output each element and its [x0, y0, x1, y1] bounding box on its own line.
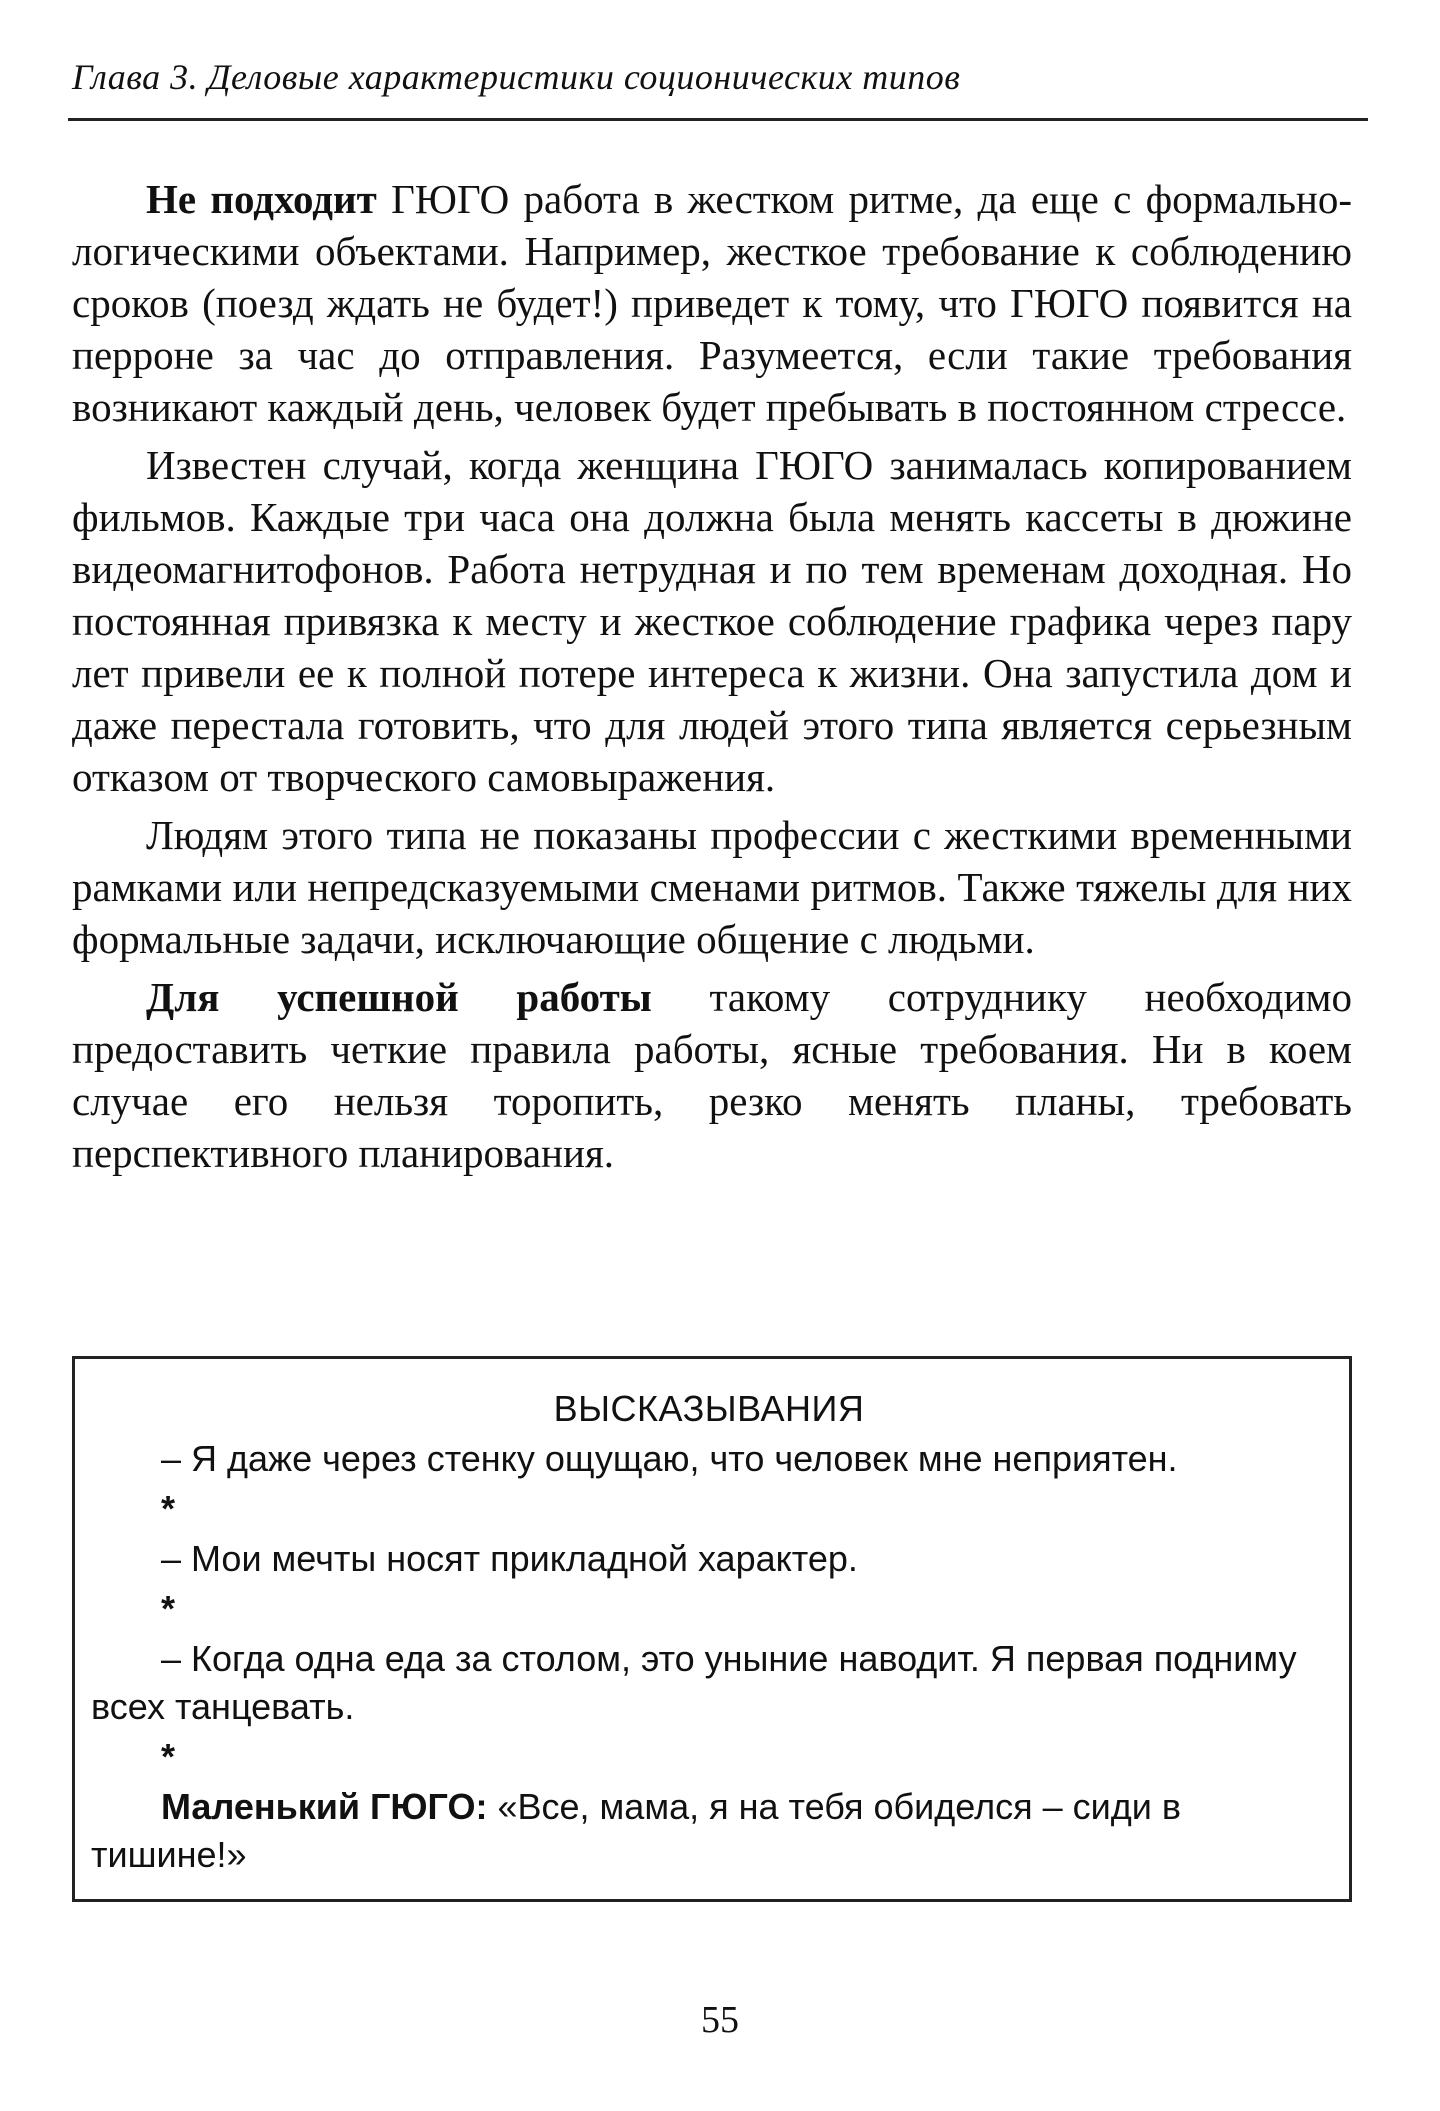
paragraph-4-lead: Для успешной работы	[146, 974, 652, 1020]
quote-2: – Мои мечты носят прикладной характер.	[161, 1538, 858, 1579]
body-text	[72, 173, 1352, 1179]
page-number: 55	[701, 1999, 739, 2041]
quote-4	[91, 1783, 1327, 1879]
paragraph-4-text: такому сотруднику необходимо предоставить четкие правила работы, ясные требования. Ни в коем случае его нельзя торопить, резко менять планы, требовать перспективного планирования.	[72, 974, 1352, 1176]
paragraph-2	[72, 439, 1352, 803]
quotes-box	[72, 1356, 1352, 1902]
paragraph-4	[72, 971, 1352, 1179]
quote-separator: *	[161, 1488, 176, 1529]
quote-4-lead: Маленький ГЮГО:	[161, 1786, 488, 1827]
quote-separator: *	[161, 1588, 176, 1629]
paragraph-3-text: Людям этого типа не показаны профессии с жесткими временными рамками или непредсказуемыми сменами ритмов. Также тяжелы для них формальные задачи, исключающие общение с людьми.	[72, 812, 1352, 962]
paragraph-1-text: ГЮГО работа в жестком ритме, да еще с формально-логическими объектами. Например, жесткое требование к соблюдению сроков (поезд ждать не будет!) приведет к тому, что ГЮГО появится на перроне за час до отправления. Разумеется, если такие требования возникают каждый день, человек будет пребывать в постоянном стрессе.	[72, 176, 1352, 430]
paragraph-3	[72, 809, 1352, 965]
header-divider	[68, 118, 1368, 121]
quote-separator: *	[161, 1736, 176, 1777]
quotes-title: ВЫСКАЗЫВАНИЯ	[553, 1388, 865, 1429]
quote-3: – Когда одна еда за столом, это уныние наводит. Я первая подниму всех танцевать.	[91, 1638, 1297, 1727]
paragraph-2-text: Известен случай, когда женщина ГЮГО занималась копированием фильмов. Каждые три часа она должна была менять кассеты в дюжине видеомагнитофонов. Работа нетрудная и по тем временам доходная. Но постоянная привязка к месту и жесткое соблюдение графика через пару лет привели ее к полной потере интереса к жизни. Она запустила дом и даже перестала готовить, что для людей этого типа является серьезным отказом от творческого самовыражения.	[72, 442, 1352, 800]
quote-1: – Я даже через стенку ощущаю, что человек мне неприятен.	[161, 1438, 1178, 1479]
paragraph-1	[72, 173, 1352, 433]
quote-4-text: «Все, мама, я на тебя обиделся – сиди в тишине!»	[91, 1786, 1181, 1875]
paragraph-1-lead: Не подходит	[146, 176, 377, 222]
running-header: Глава 3. Деловые характеристики соционических типов	[72, 57, 961, 97]
